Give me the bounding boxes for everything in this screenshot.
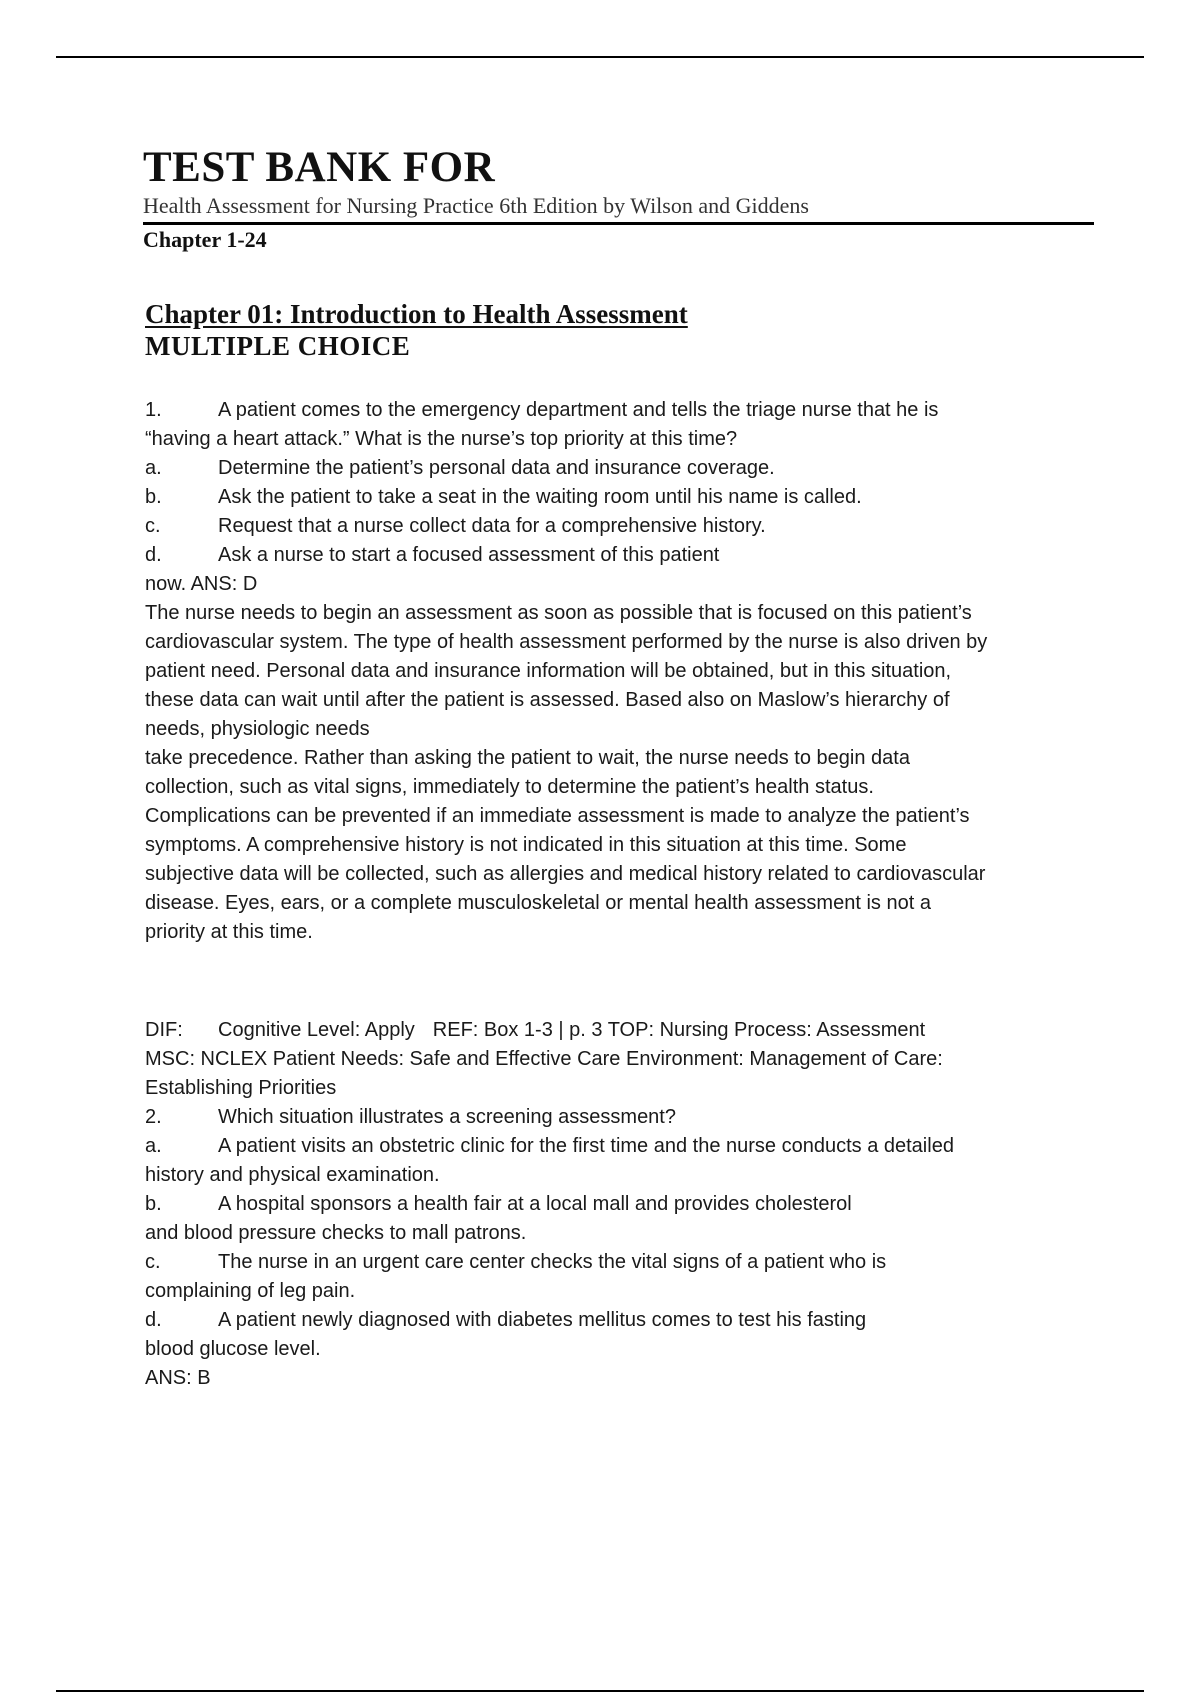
option-continuation: history and physical examination. [145,1164,440,1186]
dif-text: Cognitive Level: Apply [218,1019,415,1041]
option-text: Request that a nurse collect data for a comprehensive history. [218,515,766,537]
rationale-line: take precedence. Rather than asking the patient to wait, the nurse needs to begin data [145,747,910,769]
question-metadata [145,1016,1090,1045]
question-stem-text: Which situation illustrates a screening assessment? [218,1106,676,1128]
answer-option-c [145,1248,1090,1277]
option-letter: d. [145,1309,162,1331]
question-stem-text: A patient comes to the emergency department and tells the triage nurse that he is [218,399,939,421]
dif-label: DIF: [145,1019,183,1041]
answer-option-d [145,1306,1090,1335]
question-1-stem [145,396,1090,425]
rationale-line: cardiovascular system. The type of health assessment performed by the nurse is also driven by [145,631,988,653]
option-text: A patient newly diagnosed with diabetes mellitus comes to test his fasting [218,1309,867,1331]
question-2-block [145,1016,1090,1393]
option-letter: d. [145,544,162,566]
rationale-line: priority at this time. [145,921,313,943]
option-text: Determine the patient’s personal data and insurance coverage. [218,457,775,479]
answer-key: ANS: B [145,1367,211,1389]
answer-option-a [145,1132,1090,1161]
option-letter: b. [145,1193,162,1215]
option-continuation: blood glucose level. [145,1338,321,1360]
rationale-line: these data can wait until after the patient is assessed. Based also on Maslow’s hierarchy of [145,689,950,711]
answer-option-a [145,454,1090,483]
msc-line: MSC: NCLEX Patient Needs: Safe and Effective Care Environment: Management of Care: [145,1048,943,1070]
book-subtitle: Health Assessment for Nursing Practice 6th Edition by Wilson and Giddens [143,193,809,218]
option-text: Ask the patient to take a seat in the waiting room until his name is called. [218,486,862,508]
answer-option-d [145,541,1090,570]
option-letter: a. [145,1135,162,1157]
answer-key: now. ANS: D [145,573,258,595]
rationale-line: needs, physiologic needs [145,718,370,740]
option-text: A patient visits an obstetric clinic for the first time and the nurse conducts a detailed [218,1135,954,1157]
rationale-line: disease. Eyes, ears, or a complete musculoskeletal or mental health assessment is not a [145,892,931,914]
top-divider [56,56,1144,58]
option-text: Ask a nurse to start a focused assessment of this patient [218,544,720,566]
answer-option-c [145,512,1090,541]
document-title: TEST BANK FOR [143,144,496,191]
question-1 [145,396,1090,947]
option-text: The nurse in an urgent care center checks the vital signs of a patient who is [218,1251,887,1273]
msc-line: Establishing Priorities [145,1077,337,1099]
chapter-heading: Chapter 01: Introduction to Health Assessment [145,299,688,329]
option-text: A hospital sponsors a health fair at a local mall and provides cholesterol [218,1193,852,1215]
option-letter: c. [145,515,161,537]
option-letter: b. [145,486,162,508]
option-letter: c. [145,1251,161,1273]
option-letter: a. [145,457,162,479]
bottom-divider [56,1690,1144,1692]
chapter-range: Chapter 1-24 [143,227,267,252]
rationale-line: The nurse needs to begin an assessment as soon as possible that is focused on this patient’s [145,602,972,624]
rationale-line: patient need. Personal data and insurance information will be obtained, but in this situation, [145,660,952,682]
ref-top-text: REF: Box 1-3 | p. 3 TOP: Nursing Process: Assessment [432,1019,926,1041]
answer-option-b [145,1190,1090,1219]
section-heading: MULTIPLE CHOICE [145,331,411,361]
option-continuation: complaining of leg pain. [145,1280,356,1302]
rationale-line: symptoms. A comprehensive history is not indicated in this situation at this time. Some [145,834,907,856]
question-2-stem [145,1103,1090,1132]
answer-option-b [145,483,1090,512]
question-number: 1. [145,399,162,421]
rationale-line: Complications can be prevented if an immediate assessment is made to analyze the patient’s [145,805,970,827]
rationale-line: collection, such as vital signs, immediately to determine the patient’s health status. [145,776,874,798]
header-divider [143,222,1094,225]
question-stem-text: “having a heart attack.” What is the nurse’s top priority at this time? [145,428,738,450]
rationale-line: subjective data will be collected, such as allergies and medical history related to cardiovascular [145,863,986,885]
option-continuation: and blood pressure checks to mall patrons. [145,1222,527,1244]
rationale [145,599,1090,947]
question-number: 2. [145,1106,162,1128]
